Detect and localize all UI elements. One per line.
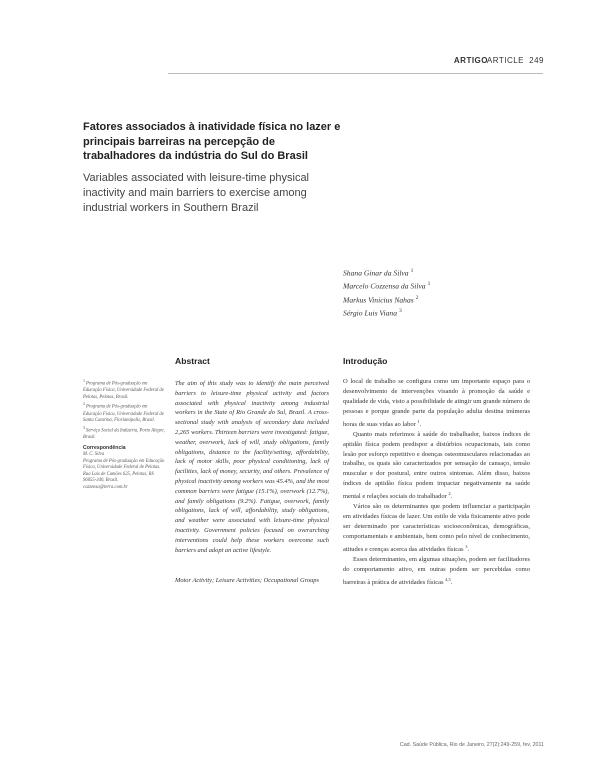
running-header [0, 56, 600, 76]
header-article: ARTICLE [486, 56, 524, 65]
paragraph: Vários são os determinantes que podem influenciar a participação em atividades físicas de lazer. Um estilo de vida fisicamente ativo pode ser determinado por características socioeconômicas, demográficas, comportamentais e ambientais, bem como pelo nível de conhecimento, atitudes e crenças acerca das atividades físicas $^3$. [343, 503, 530, 553]
header-rule [168, 73, 543, 74]
header-page-number: 249 [529, 56, 544, 65]
paragraph: Quanto mais referimos à saúde do trabalhador, baixos índices de aptidão física podem predispor a distúrbios ocupacionais, tais como lesão por esforço repetitivo e doenças osteomusculares relacionadas ao trabalho, os quais são caracterizados por sensação de cansaço, tensão muscular e dor postural, entre outros sintomas. Além disso, baixos índices de aptidão física podem impactar negativamente na saúde mental e relações sociais do trabalhador $^2$. [343, 430, 530, 501]
author: Marcelo Cozzensa da Silva $^1$ [343, 281, 431, 291]
correspondence-email: cozzensa@terra.com.br [83, 485, 128, 490]
affiliations-sidebar [83, 378, 165, 492]
author: Sérgio Luis Viana $^3$ [343, 307, 402, 318]
journal-citation-footer: Cad. Saúde Pública, Rio de Janeiro, 27(2):249-259, fev, 2011 [399, 742, 544, 748]
affiliation: $^1$Programa de Pós-graduação em Educação Física, Universidade Federal de Pelotas, Pelotas, Brasil. [83, 378, 164, 400]
author-list [343, 266, 543, 319]
abstract-body: The aim of this study was to identify the main perceived barriers to leisure-time physical activity and factors associated with physical inactivity among industrial workers in the State of Rio Grande do Sul, Brazil. A cross-sectional study with analysis of secondary data included 2,265 workers. Thirteen barriers were investigated: fatigue, weather, overwork, lack of will, study obligations, family obligations, distance to the facility/setting, affordability, lack of motor skills, poor physical conditioning, lack of facilities, lack of money, security, and others. Prevalence of physical inactivity among workers was 45.4%, and the most common barriers were fatigue (15.1%), overwork (12.7%), and family obligations (9.2%). Fatigue, overwork, family obligations, lack of will, affordability, study obligations, and weather were associated with leisure-time physical inactivity. Government policies focused on overarching interventions could help these workers overcome such barriers and adopt an active lifestyle. [175, 380, 329, 554]
correspondence-line: Programa de Pós-graduação em Educação Física, Universidade Federal de Pelotas. [83, 458, 165, 471]
paragraph: Esses determinantes, em algumas situações, podem ser facilitadores do comportamento ativo, em outras podem ser percebidas como barreiras à prática de atividades físicas $^{4,5}$. [343, 555, 530, 586]
affiliation: $^2$Programa de Pós-graduação em Educação Física, Universidade Federal de Santa Catarina, Florianópolis, Brasil. [83, 401, 164, 424]
introduction-heading: Introdução [343, 356, 388, 366]
author: Markus Vinicius Nahas $^2$ [343, 294, 419, 305]
title-portuguese: Fatores associados à inatividade física no lazer e principais barreiras na percepção de trabalhadores da indústria do Sul do Brasil [83, 121, 341, 162]
author: Shana Ginar da Silva $^1$ [343, 268, 414, 278]
keywords: Motor Activity; Leisure Activities; Occupational Groups [175, 577, 319, 584]
paragraph: O local de trabalho se configura como um importante espaço para o desenvolvimento de intervenções visando à promoção da saúde e qualidade de vida, visto a possibilidade de atingir um grande número de pessoas e porque grande parte da população adulta destina inúmeras horas de suas vidas ao labor $^1$. [343, 378, 531, 428]
introduction-body [343, 377, 530, 588]
header-artigo: ARTIGO [453, 56, 488, 65]
correspondence-line: Rua Luís de Camões 625, Pelotas, RS 96055-340, Brasil. [83, 471, 154, 484]
affiliation: $^3$Serviço Social da Indústria, Porto Alegre, Brasil. [83, 424, 165, 440]
correspondence-heading: Correspondência [83, 445, 126, 452]
abstract-heading: Abstract [175, 356, 210, 366]
correspondence-name: M. C. Silva [83, 452, 105, 458]
title-english: Variables associated with leisure-time physical inactivity and main barriers to exercise among industrial workers in Southern Brazil [83, 172, 310, 214]
